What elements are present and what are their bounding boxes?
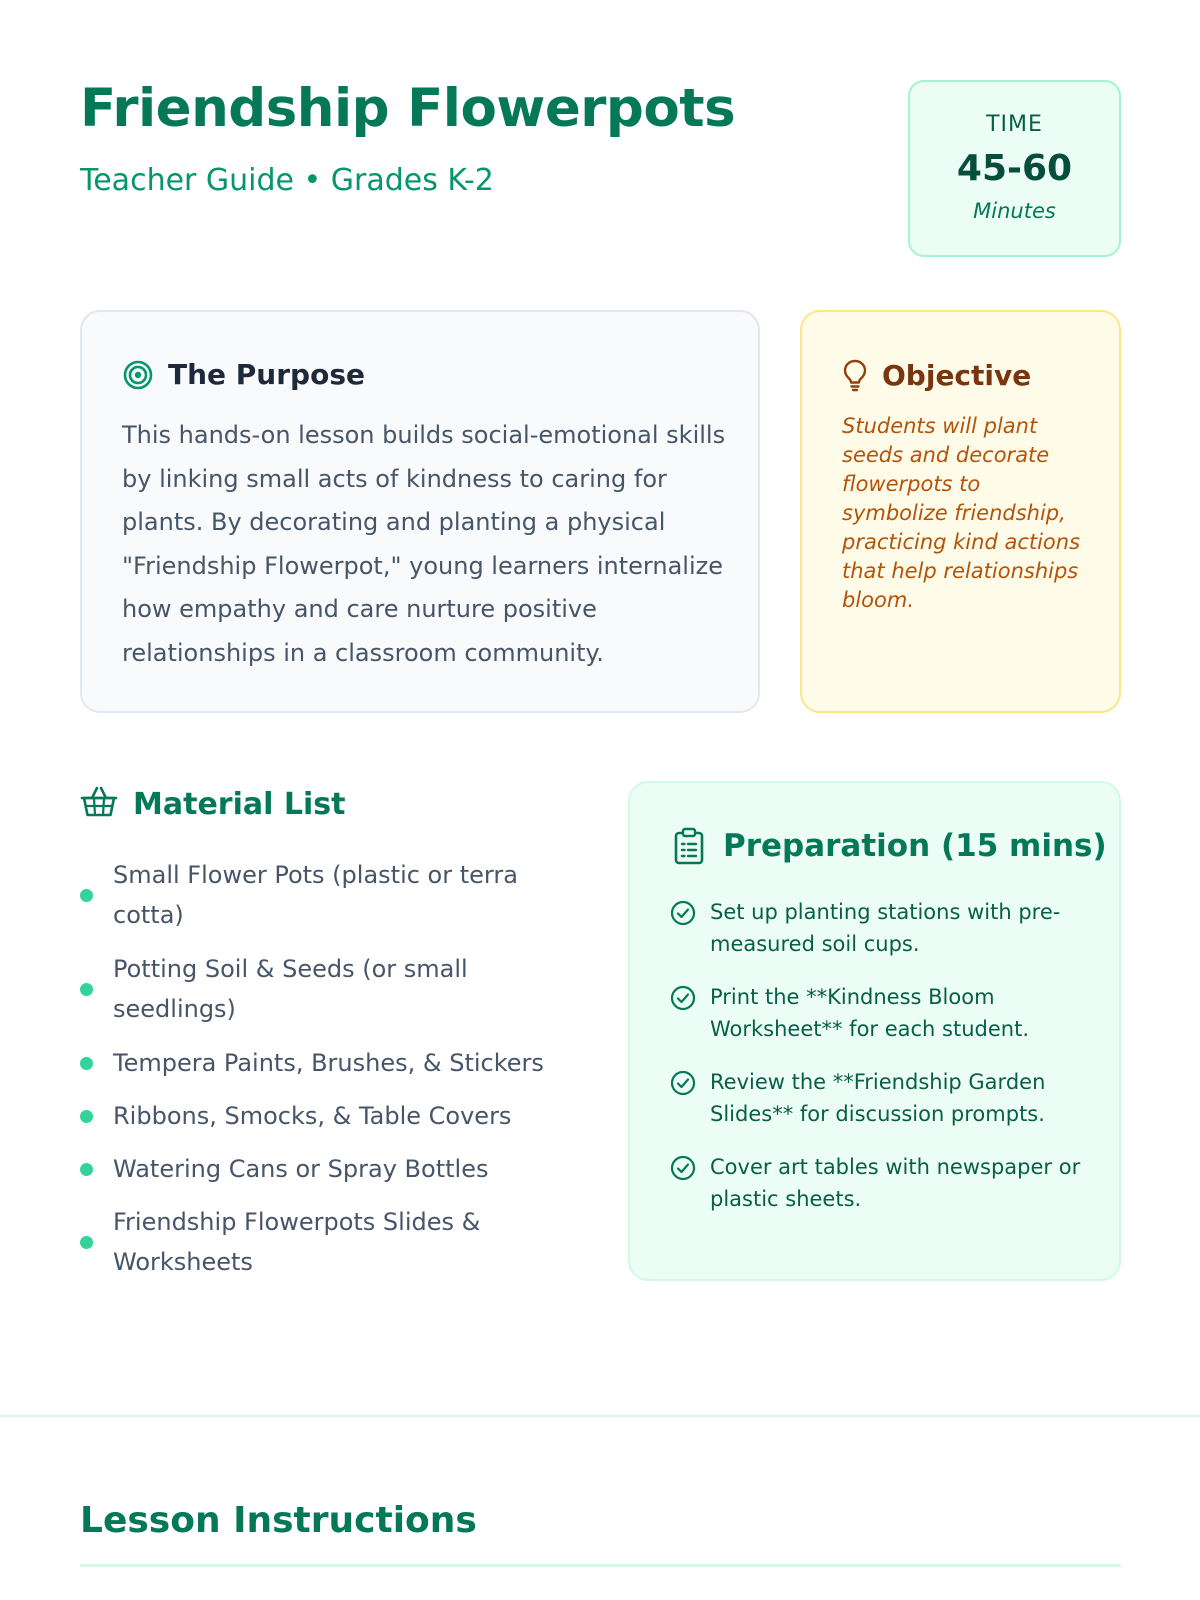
preparation-step: Set up planting stations with pre-measured soil cups. xyxy=(710,900,1061,956)
purpose-text: This hands-on lesson builds social-emotional skills by linking small acts of kindness to caring for plants. By decorating and planting a physical "Friendship Flowerpot," young learners internalize how empathy and care nurture positive relationships in a classroom community. xyxy=(122,421,726,667)
objective-text: Students will plant seeds and decorate flowerpots to symbolize friendship, practicing kind actions that help relationships bloom. xyxy=(842,414,1081,612)
list-item xyxy=(80,949,580,1029)
purpose-title: The Purpose xyxy=(168,358,365,391)
preparation-list xyxy=(670,896,1090,1236)
check-circle-icon xyxy=(670,1070,696,1105)
time-badge xyxy=(908,80,1121,257)
material-label: Tempera Paints, Brushes, & Stickers xyxy=(113,1049,544,1077)
lesson-instructions-title: Lesson Instructions xyxy=(80,1500,477,1541)
material-label: Friendship Flowerpots Slides & Worksheets xyxy=(113,1208,481,1276)
time-label: TIME xyxy=(986,112,1043,137)
time-unit: Minutes xyxy=(973,199,1056,223)
list-item xyxy=(80,855,580,935)
check-circle-icon xyxy=(670,985,696,1020)
materials-title: Material List xyxy=(133,786,346,822)
bullet-dot-icon xyxy=(80,983,93,996)
preparation-card xyxy=(628,781,1121,1281)
objective-card xyxy=(800,310,1121,713)
list-item xyxy=(80,1149,580,1189)
objective-title: Objective xyxy=(882,358,1032,392)
objective-header xyxy=(842,358,1031,392)
page-subtitle: Teacher Guide • Grades K-2 xyxy=(80,163,494,198)
basket-icon xyxy=(80,785,118,823)
page-title: Friendship Flowerpots xyxy=(80,78,736,139)
list-item xyxy=(670,1151,1090,1215)
bullet-dot-icon xyxy=(80,1057,93,1070)
list-item xyxy=(670,896,1090,960)
purpose-card xyxy=(80,310,760,713)
clipboard-icon xyxy=(673,827,705,865)
lightbulb-icon xyxy=(842,358,868,392)
lesson-title-underline xyxy=(80,1564,1121,1567)
material-label: Small Flower Pots (plastic or terra cotta) xyxy=(113,861,518,929)
time-value: 45-60 xyxy=(956,148,1073,189)
bullet-dot-icon xyxy=(80,1163,93,1176)
list-item xyxy=(670,1066,1090,1130)
preparation-step: Print the **Kindness Bloom Worksheet** for each student. xyxy=(710,985,1029,1041)
materials-list xyxy=(80,855,580,1296)
list-item xyxy=(670,981,1090,1045)
check-circle-icon xyxy=(670,900,696,935)
preparation-title: Preparation (15 mins) xyxy=(723,828,1107,864)
bullet-dot-icon xyxy=(80,1110,93,1123)
bullet-dot-icon xyxy=(80,1236,93,1249)
preparation-step: Cover art tables with newspaper or plastic sheets. xyxy=(710,1155,1081,1211)
list-item xyxy=(80,1096,580,1136)
material-label: Watering Cans or Spray Bottles xyxy=(113,1155,489,1183)
bullet-dot-icon xyxy=(80,889,93,902)
target-icon xyxy=(122,359,154,391)
check-circle-icon xyxy=(670,1155,696,1190)
preparation-header xyxy=(673,827,1107,865)
list-item xyxy=(80,1043,580,1083)
material-label: Potting Soil & Seeds (or small seedlings) xyxy=(113,955,468,1023)
preparation-step: Review the **Friendship Garden Slides** for discussion prompts. xyxy=(710,1070,1046,1126)
list-item xyxy=(80,1202,580,1282)
materials-header xyxy=(80,785,345,823)
purpose-header xyxy=(122,358,365,391)
section-divider xyxy=(0,1415,1200,1417)
material-label: Ribbons, Smocks, & Table Covers xyxy=(113,1102,512,1130)
